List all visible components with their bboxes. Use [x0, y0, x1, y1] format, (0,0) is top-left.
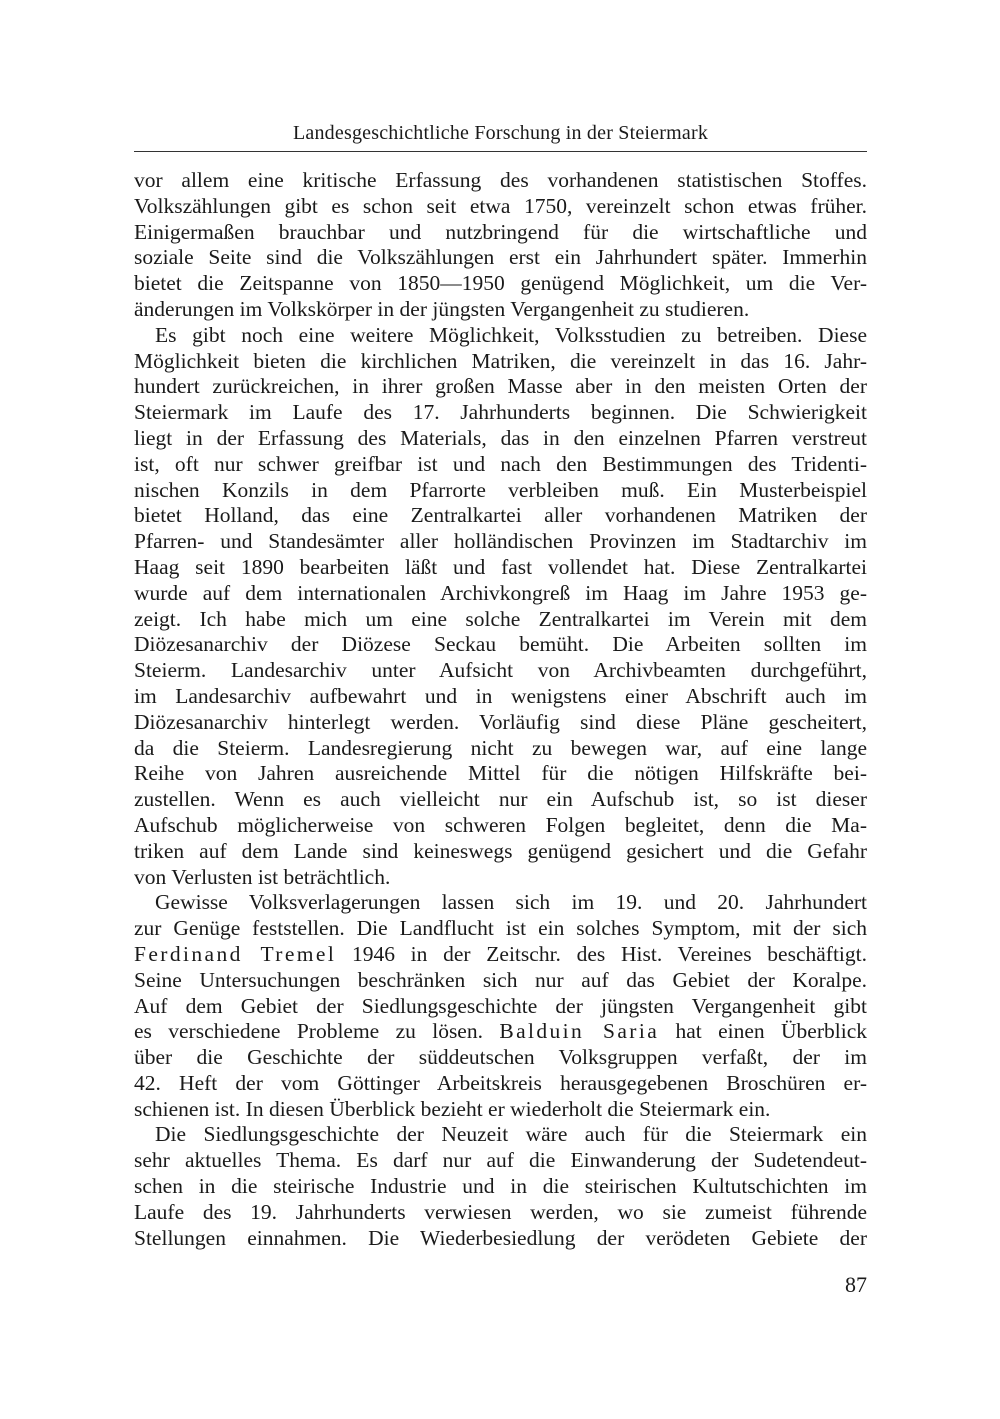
text-line: nischen Konzils in dem Pfarrorte verbleiben muß. Ein Musterbeispiel — [134, 477, 867, 502]
text-line: bietet die Zeitspanne von 1850—1950 genügend Möglichkeit, um die Ver- — [134, 271, 867, 296]
text-line: ist, oft nur schwer greifbar ist und nach den Bestimmungen des Tridenti- — [134, 451, 867, 476]
text-line: über die Geschichte der süddeutschen Volksgruppen verfaßt, der im — [134, 1045, 867, 1070]
paragraph-first-line: Es gibt noch eine weitere Möglichkeit, Volksstudien zu betreiben. Diese — [155, 322, 867, 347]
text-segment: 1946 in der Zeitschr. des Hist. Vereines beschäftigt. — [336, 941, 867, 966]
author-name-spaced: Ferdinand Tremel — [134, 941, 337, 966]
text-line: bietet Holland, das eine Zentralkartei aller vorhandenen Matriken der — [134, 503, 867, 528]
text-line: da die Steierm. Landesregierung nicht zu bewegen war, auf eine lange — [134, 735, 867, 760]
text-line: Stellungen einnahmen. Die Wiederbesiedlung der verödeten Gebiete der — [134, 1225, 867, 1250]
text-line: Steiermark im Laufe des 17. Jahrhunderts beginnen. Die Schwierigkeit — [134, 400, 867, 425]
header-rule — [134, 151, 867, 152]
text-line: Reihe von Jahren ausreichende Mittel für die nötigen Hilfskräfte bei- — [134, 761, 867, 786]
text-line: hundert zurückreichen, in ihrer großen Masse aber in den meisten Orten der — [134, 374, 867, 399]
text-line: Volkszählungen gibt es schon seit etwa 1750, vereinzelt schon etwas früher. — [134, 193, 867, 218]
text-segment: es verschiedene Probleme zu lösen. — [134, 1019, 500, 1044]
text-line: Diözesanarchiv hinterlegt werden. Vorläufig sind diese Pläne gescheitert, — [134, 709, 867, 734]
text-segment: hat einen Überblick — [659, 1019, 867, 1044]
text-line-with-author — [134, 942, 867, 968]
text-line: sehr aktuelles Thema. Es darf nur auf die Einwanderung der Sudetendeut- — [134, 1148, 867, 1173]
running-head: Landesgeschichtliche Forschung in der Steiermark — [292, 122, 709, 144]
text-line: Aufschub möglicherweise von schweren Folgen begleitet, denn die Ma- — [134, 812, 867, 837]
text-line: wurde auf dem internationalen Archivkongreß im Haag im Jahre 1953 ge- — [134, 580, 867, 605]
body-text — [134, 168, 867, 1251]
text-line: Steierm. Landesarchiv unter Aufsicht von Archivbeamten durchgeführt, — [134, 658, 867, 683]
text-line: zur Genüge feststellen. Die Landflucht ist ein solches Symptom, mit der sich — [134, 916, 867, 941]
text-line: Seine Untersuchungen beschränken sich nur auf das Gebiet der Koralpe. — [134, 967, 867, 992]
text-line: 42. Heft der vom Göttinger Arbeitskreis herausgegebenen Broschüren er- — [134, 1070, 867, 1095]
paragraph-first-line: Die Siedlungsgeschichte der Neuzeit wäre auch für die Steiermark ein — [155, 1122, 867, 1147]
text-line-with-author — [134, 1019, 867, 1045]
text-line: Einigermaßen brauchbar und nutzbringend für die wirtschaftliche und — [134, 219, 867, 244]
text-line: im Landesarchiv aufbewahrt und in wenigstens einer Abschrift auch im — [134, 683, 867, 708]
text-line: änderungen im Volkskörper in der jüngsten Vergangenheit zu studieren. — [134, 296, 750, 321]
text-line: zeigt. Ich habe mich um eine solche Zentralkartei im Verein mit dem — [134, 606, 867, 631]
text-line: von Verlusten ist beträchtlich. — [134, 864, 391, 889]
book-page — [134, 0, 867, 1419]
text-line: Laufe des 19. Jahrhunderts verwiesen werden, wo sie zumeist führende — [134, 1199, 867, 1224]
text-line: Pfarren- und Standesämter aller holländischen Provinzen im Stadtarchiv im — [134, 529, 867, 554]
text-line: Möglichkeit bieten die kirchlichen Matriken, die vereinzelt in das 16. Jahr- — [134, 348, 867, 373]
text-line: liegt in der Erfassung des Materials, das in den einzelnen Pfarren verstreut — [134, 425, 867, 450]
text-line: soziale Seite sind die Volkszählungen erst ein Jahrhundert später. Immerhin — [134, 245, 867, 270]
author-name-spaced: Balduin Saria — [499, 1019, 660, 1044]
text-line: schienen ist. In diesen Überblick bezieht er wiederholt die Steiermark ein. — [134, 1096, 771, 1121]
text-line: triken auf dem Lande sind keineswegs genügend gesichert und die Gefahr — [134, 838, 867, 863]
text-line: Diözesanarchiv der Diözese Seckau bemüht. Die Arbeiten sollten im — [134, 632, 867, 657]
text-line: zustellen. Wenn es auch vielleicht nur ein Aufschub ist, so ist dieser — [134, 787, 867, 812]
text-line: Haag seit 1890 bearbeiten läßt und fast vollendet hat. Diese Zentralkartei — [134, 554, 867, 579]
text-line: schen in die steirische Industrie und in die steirischen Kultutschichten im — [134, 1174, 867, 1199]
page-number: 87 — [845, 1272, 867, 1297]
text-line: vor allem eine kritische Erfassung des vorhandenen statistischen Stoffes. — [134, 168, 867, 192]
paragraph-first-line: Gewisse Volksverlagerungen lassen sich im 19. und 20. Jahrhundert — [155, 890, 867, 915]
text-line: Auf dem Gebiet der Siedlungsgeschichte der jüngsten Vergangenheit gibt — [134, 993, 867, 1018]
